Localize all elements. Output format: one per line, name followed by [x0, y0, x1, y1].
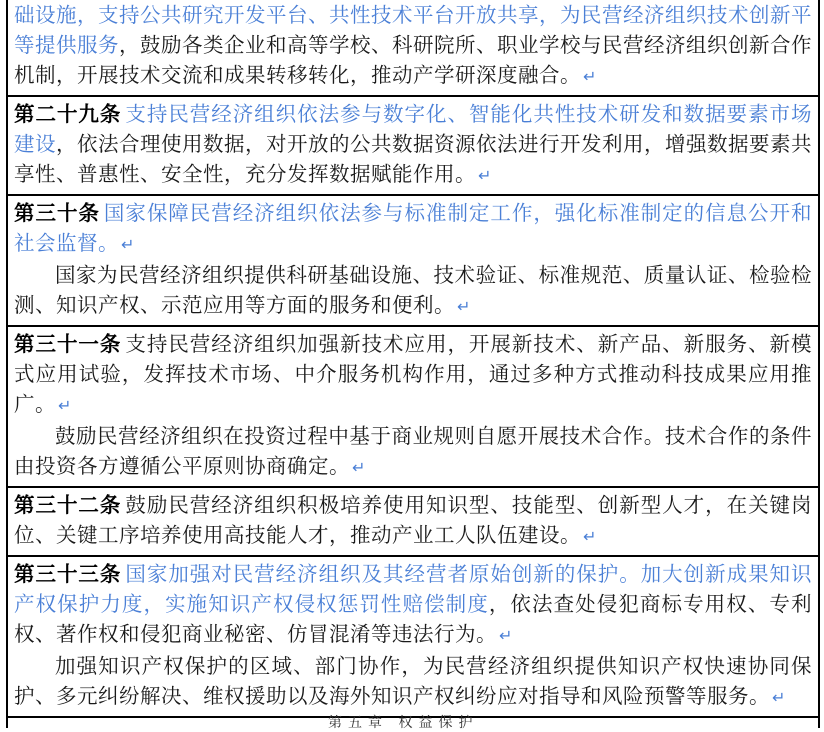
document-page: [6, 0, 820, 731]
paragraph: [14, 490, 812, 552]
paragraph: [14, 260, 812, 322]
body-text: 国家为民营经济组织提供科研基础设施、技术验证、标准规范、质量认证、检验检测、知识产权、示范应用等方面的服务和便利。: [14, 263, 812, 317]
paragraph-mark-icon: ↵: [58, 396, 72, 415]
paragraph: [14, 421, 812, 483]
paragraph-mark-icon: ↵: [352, 458, 366, 477]
body-text: 加强知识产权保护的区域、部门协作，为民营经济组织提供知识产权快速协同保护、多元纠纷解决、维权援助以及海外知识产权纠纷应对指导和风险预警等服务。: [14, 654, 812, 708]
highlighted-text: 国家保障民营经济组织依法参与标准制定工作，强化标准制定的信息公开和社会监督。: [14, 201, 812, 255]
paragraph: [14, 559, 812, 651]
paragraph: [14, 329, 812, 421]
chapter-title: 第五章 权益保护: [328, 715, 479, 731]
paragraph-mark-icon: ↵: [772, 688, 786, 707]
article-28-continuation: [8, 0, 818, 97]
article-29: [8, 97, 818, 196]
paragraph-mark-icon: ↵: [457, 297, 471, 316]
article-number: 第三十条: [14, 201, 100, 225]
article-33: [8, 557, 818, 718]
paragraph: [14, 651, 812, 713]
body-text: ，鼓励各类企业和高等学校、科研院所、职业学校与民营经济组织创新合作机制，开展技术交流和成果转移转化，推动产学研深度融合。: [14, 33, 812, 87]
body-text: ，依法合理使用数据，对开放的公共数据资源依法进行开发利用，增强数据要素共享性、普惠性、安全性，充分发挥数据赋能作用。: [14, 132, 812, 186]
paragraph-mark-icon: ↵: [478, 166, 492, 185]
body-text: 鼓励民营经济组织在投资过程中基于商业规则自愿开展技术合作。技术合作的条件由投资各方遵循公平原则协商确定。: [14, 424, 812, 478]
paragraph: [14, 99, 812, 191]
body-text: 鼓励民营经济组织积极培养使用知识型、技能型、创新型人才，在关键岗位、关键工序培养使用高技能人才，推动产业工人队伍建设。: [14, 493, 813, 547]
body-text: 支持民营经济组织加强新技术应用，开展新技术、新产品、新服务、新模式应用试验，发挥技术市场、中介服务机构作用，通过多种方式推动科技成果应用推广。: [14, 332, 813, 416]
paragraph: [14, 0, 812, 92]
paragraph-mark-icon: ↵: [121, 235, 135, 254]
paragraph-mark-icon: ↵: [583, 527, 597, 546]
paragraph: [14, 198, 812, 260]
article-number: 第三十三条: [14, 562, 122, 586]
highlighted-text: 支持民营经济组织依法参与数字化、智能化共性技术研发和数据要素市场建设: [14, 102, 813, 156]
article-31: [8, 327, 818, 488]
paragraph-mark-icon: ↵: [499, 626, 513, 645]
article-number: 第三十二条: [14, 493, 122, 517]
paragraph-mark-icon: ↵: [583, 67, 597, 86]
body-text: ，依法查处侵犯商标专用权、专利权、著作权和侵犯商业秘密、仿冒混淆等违法行为。: [14, 592, 813, 646]
article-32: [8, 488, 818, 557]
highlighted-text: 础设施，支持公共研究开发平台、共性技术平台开放共享，为民营经济组织技术创新平等提供服务: [14, 3, 812, 57]
article-number: 第二十九条: [14, 102, 122, 126]
article-number: 第三十一条: [14, 332, 122, 356]
highlighted-text: 国家加强对民营经济组织及其经营者原始创新的保护。加大创新成果知识产权保护力度，实施知识产权侵权惩罚性赔偿制度: [14, 562, 813, 616]
article-30: [8, 196, 818, 327]
